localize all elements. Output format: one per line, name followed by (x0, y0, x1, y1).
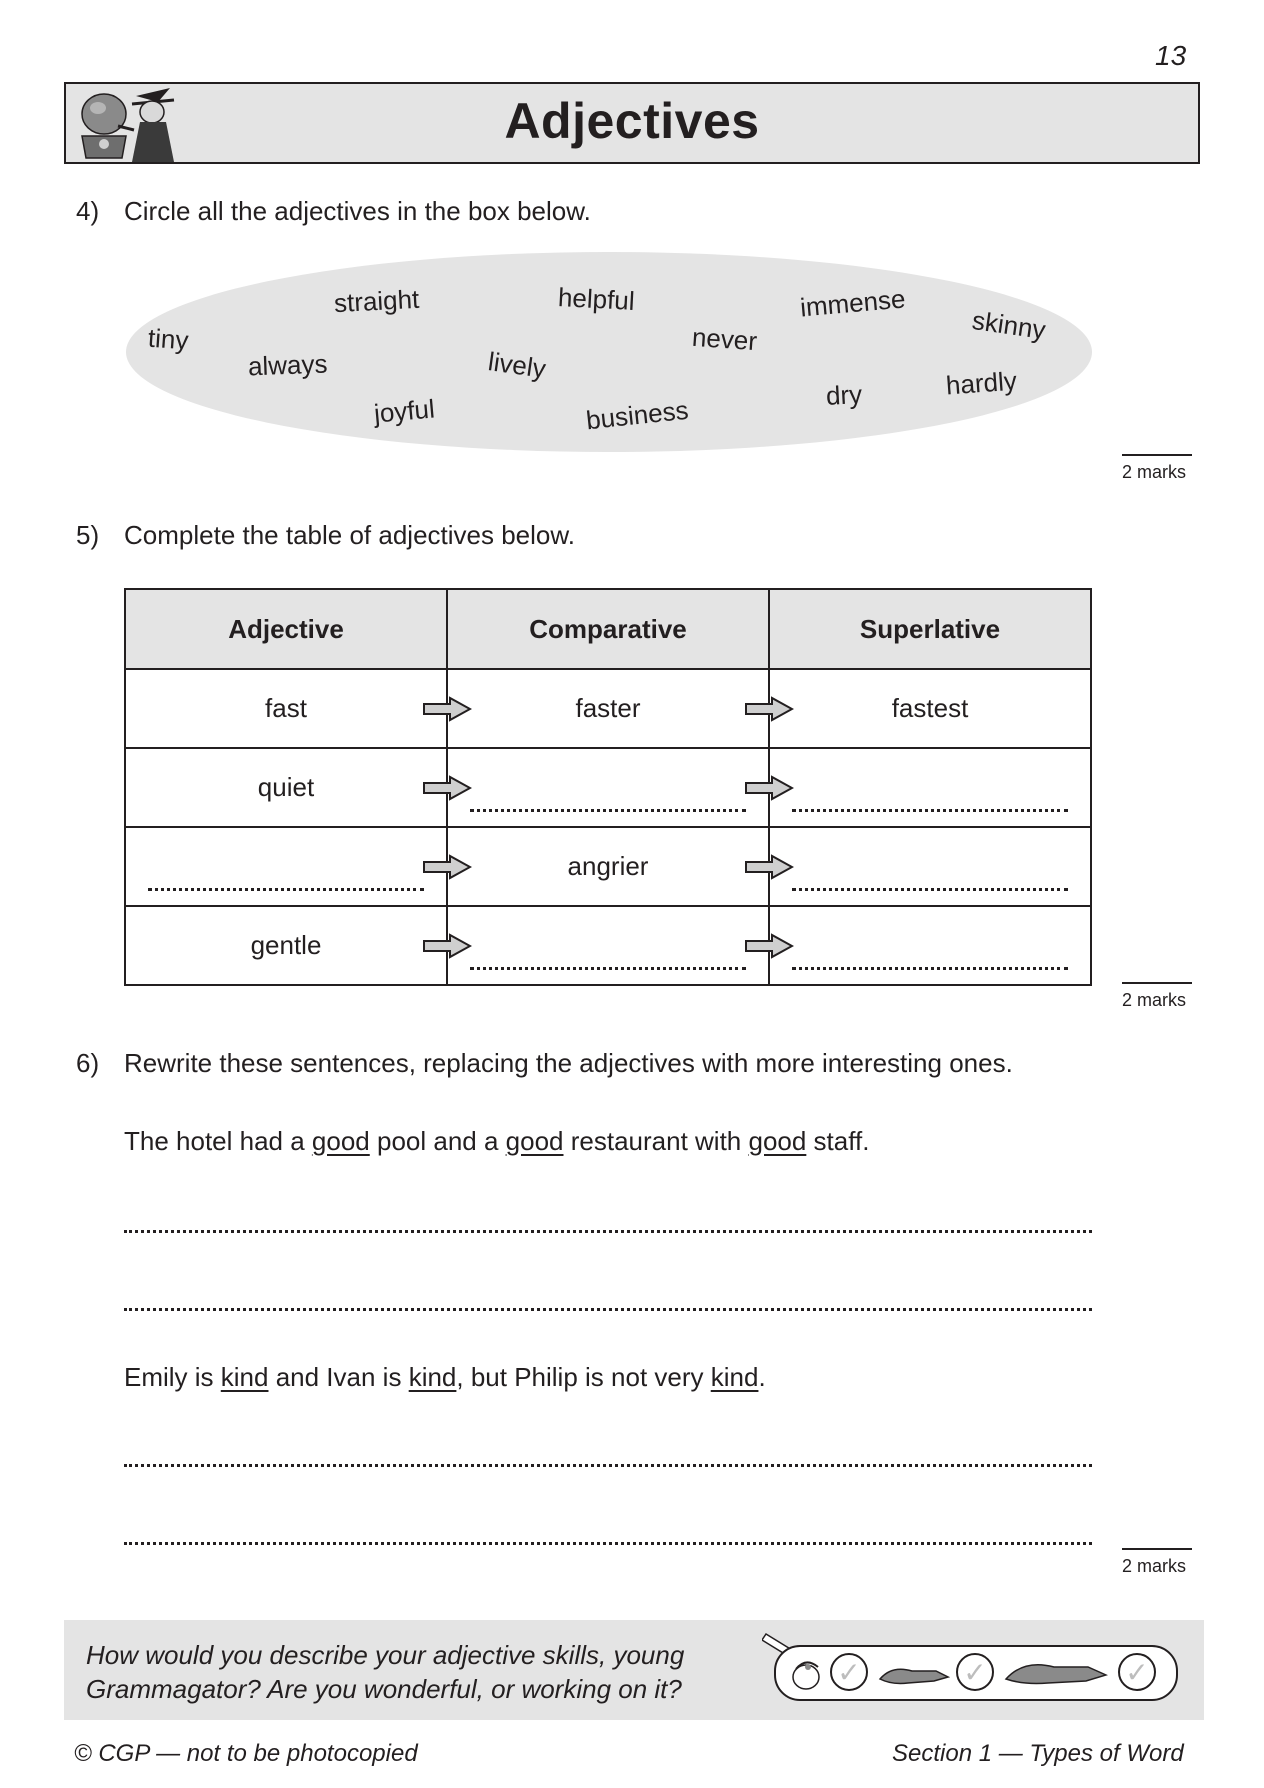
sentence-text: staff. (806, 1126, 870, 1156)
tick-circle-1[interactable]: ✓ (830, 1653, 868, 1691)
sentence-1 (124, 1126, 869, 1157)
egg-gator-icon (786, 1655, 826, 1691)
q5-marks: 2 marks (1122, 990, 1187, 1010)
arrow-right-icon (744, 775, 794, 801)
cell-superlative[interactable] (769, 827, 1091, 906)
q6-number: 6) (76, 1048, 100, 1078)
page-title: Adjectives (504, 93, 760, 149)
cell-adjective (125, 906, 447, 985)
sentence-text: . (758, 1362, 766, 1392)
word-never[interactable]: never (691, 321, 759, 357)
answer-blank[interactable] (470, 809, 746, 812)
cell-adjective[interactable] (125, 827, 447, 906)
arrow-right-icon (422, 854, 472, 880)
cell-value: quiet (257, 772, 315, 802)
header-superlative: Superlative (769, 589, 1091, 669)
page-number: 13 (1155, 40, 1187, 71)
word-always[interactable]: always (247, 348, 328, 382)
answer-blank[interactable] (148, 888, 424, 891)
answer-blank[interactable] (792, 888, 1068, 891)
self-assessment-question-line1: How would you describe your adjective skills, young (86, 1640, 685, 1670)
cell-superlative[interactable] (769, 748, 1091, 827)
cell-value: angrier (567, 851, 649, 881)
small-gator-icon (878, 1661, 950, 1687)
arrow-right-icon (744, 854, 794, 880)
word-hardly[interactable]: hardly (945, 365, 1018, 401)
q6-text: Rewrite these sentences, replacing the adjectives with more interesting ones. (124, 1048, 1013, 1078)
answer-line-2[interactable] (124, 1308, 1092, 1311)
sentence-2 (124, 1362, 766, 1393)
q5-text: Complete the table of adjectives below. (124, 520, 575, 550)
arrow-right-icon (422, 696, 472, 722)
table-row (125, 827, 1091, 906)
footer-section: Section 1 — Types of Word (892, 1740, 1184, 1767)
answer-blank[interactable] (792, 809, 1068, 812)
word-tiny[interactable]: tiny (147, 322, 190, 356)
word-skinny[interactable]: skinny (970, 305, 1048, 345)
q5-marks-line (1122, 982, 1192, 984)
q6-marks-line (1122, 1548, 1192, 1550)
word-joyful[interactable]: joyful (372, 393, 436, 429)
sentence-text: The hotel had a (124, 1126, 312, 1156)
cell-comparative (447, 827, 769, 906)
progress-tracker (774, 1645, 1178, 1701)
q6-marks: 2 marks (1122, 1556, 1187, 1576)
cell-comparative[interactable] (447, 906, 769, 985)
word-business[interactable]: business (584, 394, 690, 436)
arrow-right-icon (744, 696, 794, 722)
cell-value: gentle (250, 930, 322, 960)
cell-value: fastest (891, 693, 969, 723)
self-assessment-question-line2: Grammagator? Are you wonderful, or working on it? (86, 1674, 682, 1704)
sentence-text: Emily is (124, 1362, 221, 1392)
sentence-text: restaurant with (563, 1126, 749, 1156)
sentence-text: , but Philip is not very (456, 1362, 711, 1392)
q5-number: 5) (76, 520, 100, 550)
tick-circle-2[interactable]: ✓ (956, 1653, 994, 1691)
q4-text: Circle all the adjectives in the box below. (124, 196, 591, 226)
cell-adjective (125, 748, 447, 827)
cell-value: fast (265, 693, 307, 723)
footer-copyright: © CGP — not to be photocopied (74, 1740, 418, 1767)
answer-blank[interactable] (470, 967, 746, 970)
word-lively[interactable]: lively (486, 346, 548, 384)
table-header-row (125, 589, 1091, 669)
answer-line-1[interactable] (124, 1230, 1092, 1233)
table-row (125, 906, 1091, 985)
answer-blank[interactable] (792, 967, 1068, 970)
title-bar (64, 82, 1200, 164)
cell-adjective (125, 669, 447, 748)
sentence-text: and Ivan is (268, 1362, 409, 1392)
cell-comparative (447, 669, 769, 748)
word-immense[interactable]: immense (798, 283, 907, 323)
adjective-table (124, 588, 1092, 986)
q4-number: 4) (76, 196, 100, 226)
underlined-adjective: good (505, 1126, 564, 1156)
word-dry[interactable]: dry (825, 379, 863, 411)
cell-superlative (769, 669, 1091, 748)
sentence-text: pool and a (369, 1126, 506, 1156)
cell-superlative[interactable] (769, 906, 1091, 985)
cell-value: faster (575, 693, 641, 723)
underlined-adjective: good (311, 1126, 370, 1156)
word-helpful[interactable]: helpful (557, 282, 636, 316)
arrow-right-icon (744, 933, 794, 959)
underlined-adjective: kind (408, 1362, 457, 1392)
arrow-right-icon (422, 933, 472, 959)
header-comparative: Comparative (447, 589, 769, 669)
cell-comparative[interactable] (447, 748, 769, 827)
word-straight[interactable]: straight (333, 283, 420, 319)
large-gator-icon (1004, 1655, 1108, 1689)
header-adjective: Adjective (125, 589, 447, 669)
underlined-adjective: kind (710, 1362, 759, 1392)
answer-line-4[interactable] (124, 1542, 1092, 1545)
underlined-adjective: good (748, 1126, 807, 1156)
underlined-adjective: kind (220, 1362, 269, 1392)
arrow-right-icon (422, 775, 472, 801)
answer-line-3[interactable] (124, 1464, 1092, 1467)
table-row (125, 669, 1091, 748)
tick-circle-3[interactable]: ✓ (1118, 1653, 1156, 1691)
table-row (125, 748, 1091, 827)
q4-marks: 2 marks (1122, 462, 1187, 482)
q4-marks-line (1122, 454, 1192, 456)
